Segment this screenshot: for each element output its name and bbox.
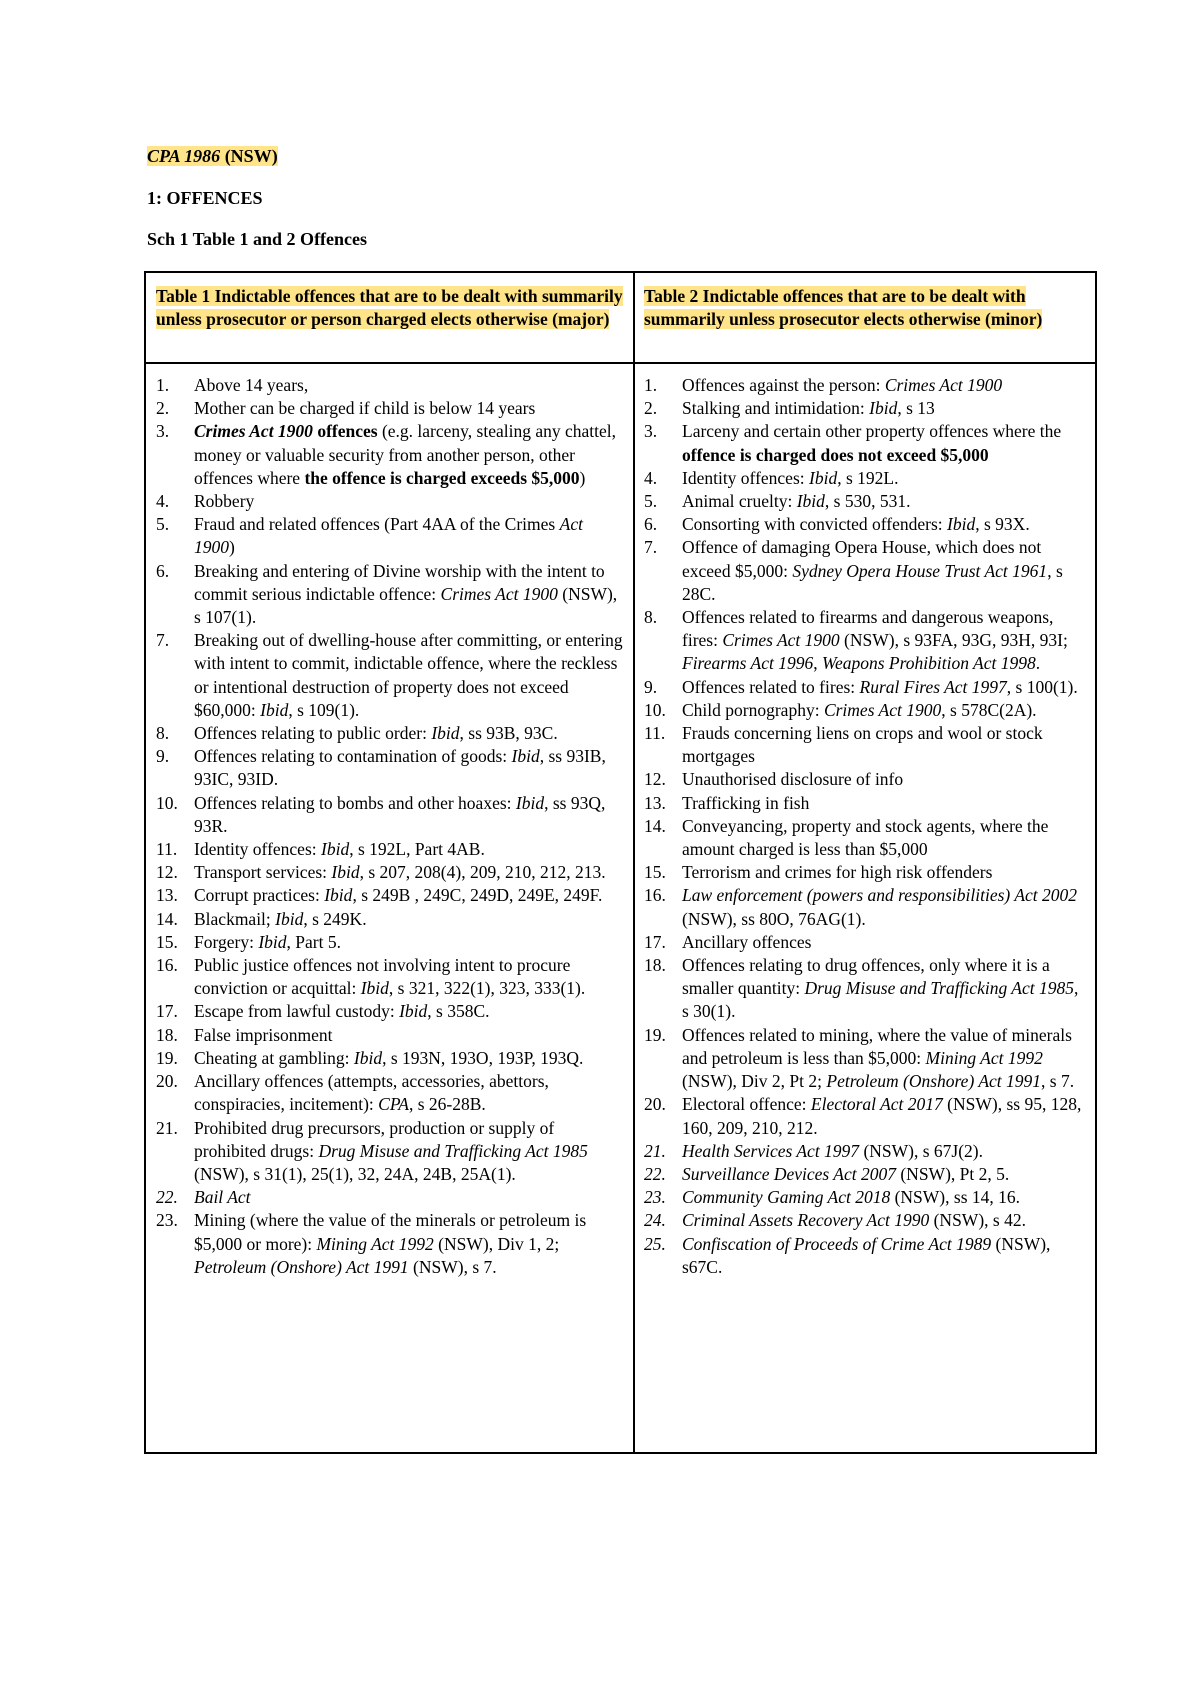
- list-item: [644, 467, 1084, 490]
- item-number: 5.: [156, 514, 170, 535]
- item-text: Weapons Prohibition Act 1998: [822, 653, 1036, 674]
- item-text: (NSW), Div 1, 2;: [433, 1233, 560, 1254]
- item-text: Escape from lawful custody:: [194, 1001, 400, 1022]
- list-item: [644, 1186, 1084, 1209]
- item-number: 11.: [644, 723, 666, 744]
- list-item: [156, 1117, 626, 1187]
- item-text: , s 30(1).: [682, 978, 1079, 1022]
- item-text: Petroleum (Onshore) Act 1991: [826, 1071, 1042, 1092]
- item-text: Drug Misuse and Trafficking Act 1985: [804, 978, 1074, 999]
- list-item: [156, 1024, 626, 1047]
- item-text: Ibid: [399, 1001, 428, 1022]
- item-number: 22.: [156, 1187, 178, 1208]
- item-text: Frauds concerning liens on crops and wool or stock mortgages: [682, 723, 1043, 767]
- item-text: Sydney Opera House Trust Act 1961: [792, 560, 1048, 581]
- item-text: Above 14 years,: [194, 375, 309, 395]
- item-text: Consorting with convicted offenders:: [682, 514, 948, 535]
- item-number: 10.: [644, 699, 666, 720]
- item-number: 1.: [156, 375, 170, 395]
- item-text: Conveyancing, property and stock agents, where the amount charged is less than $5,000: [682, 815, 1049, 860]
- subsection-heading: Sch 1 Table 1 and 2 Offences: [147, 229, 368, 249]
- list-item: [644, 1163, 1084, 1186]
- list-item: [156, 722, 626, 745]
- item-text: Crimes Act 1900: [823, 699, 942, 720]
- item-text: Corrupt practices:: [194, 885, 325, 906]
- list-item: [644, 931, 1084, 954]
- table2-header: [644, 285, 1084, 331]
- item-text: , s 13: [897, 398, 935, 419]
- item-text: Drug Misuse and Trafficking Act 1985: [318, 1140, 588, 1161]
- item-number: 16.: [644, 885, 666, 906]
- item-text: , s 249B , 249C, 249D, 249E, 249F.: [352, 885, 603, 906]
- item-number: 18.: [644, 955, 666, 976]
- item-text: , s 7.: [1041, 1071, 1075, 1092]
- item-text: Ibid: [353, 1047, 383, 1068]
- item-number: 4.: [644, 467, 658, 488]
- list-item: [156, 490, 626, 513]
- item-text: Petroleum (Onshore) Act 1991: [194, 1256, 409, 1277]
- item-number: 3.: [156, 421, 170, 442]
- item-number: 24.: [644, 1210, 666, 1231]
- item-text: (NSW), s 42.: [929, 1210, 1026, 1231]
- table1-header: [156, 285, 626, 331]
- item-text: Mining Act 1992: [316, 1233, 434, 1254]
- item-number: 9.: [644, 676, 658, 697]
- item-text: Mother can be charged if child is below 14 years: [194, 398, 536, 419]
- item-text: offences: [312, 421, 378, 442]
- item-text: Offences related to firearms and dangerous weapons, fires:: [682, 607, 1054, 651]
- list-item: [644, 606, 1084, 676]
- item-number: 11.: [156, 839, 178, 860]
- item-text: Crimes Act 1900: [440, 583, 558, 604]
- item-text: , ss 93IB, 93IC, 93ID.: [194, 746, 606, 790]
- item-text: Health Services Act 1997: [682, 1140, 860, 1161]
- list-item: [644, 699, 1084, 722]
- item-text: Ibid: [431, 723, 460, 744]
- item-text: Electoral Act 2017: [810, 1094, 943, 1115]
- item-number: 9.: [156, 746, 170, 767]
- list-item: [156, 931, 626, 954]
- item-text: (NSW), s 31(1), 25(1), 32, 24A, 24B, 25A(1).: [194, 1163, 516, 1184]
- list-item: [644, 792, 1084, 815]
- list-item: [644, 536, 1084, 606]
- item-text: CPA: [378, 1094, 409, 1115]
- item-text: False imprisonment: [194, 1024, 333, 1045]
- item-text: Prohibited drug precursors, production or supply of prohibited drugs:: [194, 1117, 555, 1161]
- table2-header-text: Table 2 Indictable offences that are to be dealt with summarily unless prosecutor elects otherwise (minor): [644, 286, 1043, 329]
- item-text: offence is charged does not exceed $5,000: [682, 444, 989, 465]
- item-number: 12.: [644, 769, 666, 790]
- item-text: Offences relating to drug offences, only where it is a smaller quantity:: [682, 955, 1050, 999]
- item-number: 2.: [156, 398, 170, 419]
- item-number: 25.: [644, 1233, 666, 1254]
- item-number: 17.: [156, 1001, 178, 1022]
- act-name: CPA 1986: [147, 146, 221, 166]
- item-text: , ss 93B, 93C.: [459, 723, 558, 744]
- item-number: 19.: [644, 1024, 666, 1045]
- item-text: Ibid: [260, 699, 289, 720]
- item-text: Crimes Act 1900: [722, 630, 840, 651]
- item-number: 2.: [644, 398, 658, 419]
- item-text: Ibid: [511, 746, 540, 767]
- list-item: [156, 560, 626, 630]
- list-item: [644, 513, 1084, 536]
- list-item: [644, 1140, 1084, 1163]
- item-text: Crimes Act 1900: [194, 421, 313, 442]
- item-text: Ancillary offences: [682, 931, 812, 952]
- item-text: ): [229, 537, 235, 558]
- item-number: 21.: [156, 1117, 178, 1138]
- list-item: [644, 1233, 1084, 1279]
- item-text: Animal cruelty:: [682, 491, 797, 512]
- item-text: , s 28C.: [682, 560, 1063, 604]
- item-text: (NSW), s 67J(2).: [859, 1140, 984, 1161]
- item-number: 14.: [156, 908, 178, 929]
- list-item: [156, 629, 626, 722]
- list-item: [644, 1024, 1084, 1094]
- list-item: [156, 1186, 626, 1209]
- item-text: , s 321, 322(1), 323, 333(1).: [388, 978, 586, 999]
- item-number: 14.: [644, 815, 666, 836]
- item-text: Offence of damaging Opera House, which does not exceed $5,000:: [682, 537, 1042, 581]
- table2-list: [644, 374, 1084, 1279]
- item-text: Larceny and certain other property offences where the: [682, 421, 1062, 442]
- list-item: [156, 745, 626, 791]
- item-text: (NSW), s67C.: [682, 1233, 1051, 1277]
- offences-table: [144, 271, 1097, 1454]
- item-text: , s 192L, Part 4AB.: [349, 839, 485, 860]
- item-number: 21.: [644, 1140, 666, 1161]
- item-text: Child pornography:: [682, 699, 824, 720]
- document-title: [147, 146, 278, 167]
- item-text: (NSW), ss 14, 16.: [890, 1187, 1021, 1208]
- list-item: [156, 838, 626, 861]
- list-item: [644, 768, 1084, 791]
- list-item: [644, 1209, 1084, 1232]
- item-number: 16.: [156, 955, 178, 976]
- item-text: Community Gaming Act 2018: [682, 1187, 891, 1208]
- list-item: [156, 1000, 626, 1023]
- item-text: Unauthorised disclosure of info: [682, 769, 904, 790]
- item-text: Offences relating to contamination of goods:: [194, 746, 512, 767]
- item-text: Ibid: [809, 467, 838, 488]
- item-text: Transport services:: [194, 862, 332, 883]
- item-number: 13.: [644, 792, 666, 813]
- item-number: 7.: [644, 537, 658, 558]
- item-number: 5.: [644, 491, 658, 512]
- item-text: Terrorism and crimes for high risk offenders: [682, 862, 993, 883]
- item-number: 15.: [156, 931, 178, 952]
- list-item: [644, 954, 1084, 1024]
- header-divider: [146, 362, 1095, 364]
- list-item: [156, 884, 626, 907]
- item-number: 20.: [644, 1094, 666, 1115]
- item-text: Ibid: [258, 931, 287, 952]
- list-item: [644, 374, 1084, 397]
- item-number: 19.: [156, 1047, 178, 1068]
- item-text: , Part 5.: [286, 931, 341, 952]
- item-text: (e.g. larceny, stealing any chattel, money or valuable security from another person, other offences where: [194, 421, 616, 488]
- item-text: Surveillance Devices Act 2007: [682, 1163, 896, 1184]
- list-item: [644, 397, 1084, 420]
- item-text: Act 1900: [194, 514, 583, 558]
- jurisdiction: (NSW): [220, 146, 278, 166]
- item-text: Law enforcement (powers and responsibilities) Act 2002: [682, 885, 1078, 906]
- item-number: 18.: [156, 1024, 178, 1045]
- list-item: [644, 420, 1084, 466]
- list-item: [644, 1093, 1084, 1139]
- item-text: , s 358C.: [427, 1001, 490, 1022]
- list-item: [644, 490, 1084, 513]
- item-text: Breaking out of dwelling-house after committing, or entering with intent to commit, indictable offence, where the reckless or intentional destruction of property does not exceed $60,000:: [194, 630, 623, 720]
- item-text: , s 578C(2A).: [941, 699, 1037, 720]
- item-number: 8.: [156, 723, 170, 744]
- item-number: 3.: [644, 421, 658, 442]
- item-text: , s 93X.: [975, 514, 1030, 535]
- table1-column: [156, 374, 626, 1279]
- item-text: Ibid: [869, 398, 898, 419]
- item-text: Electoral offence:: [682, 1094, 811, 1115]
- list-item: [156, 420, 626, 490]
- table2-column: [644, 374, 1084, 1279]
- list-item: [644, 722, 1084, 768]
- item-text: Offences against the person:: [682, 375, 885, 395]
- table1-header-text: Table 1 Indictable offences that are to be dealt with summarily unless prosecutor or person charged elects otherwise (major): [156, 286, 623, 329]
- item-number: 6.: [156, 560, 170, 581]
- item-text: ): [579, 467, 586, 488]
- item-number: 20.: [156, 1071, 178, 1092]
- item-text: Ancillary offences (attempts, accessories, abettors, conspiracies, incitement):: [194, 1071, 549, 1115]
- item-text: Ibid: [515, 792, 545, 813]
- item-text: Rural Fires Act 1997: [859, 676, 1007, 697]
- item-text: (NSW), ss 80O, 76AG(1).: [682, 908, 866, 929]
- item-number: 23.: [644, 1187, 666, 1208]
- item-text: Offences related to fires:: [682, 676, 860, 697]
- item-number: 1.: [644, 375, 658, 395]
- item-number: 17.: [644, 931, 666, 952]
- list-item: [156, 1070, 626, 1116]
- item-text: , s 530, 531.: [824, 491, 911, 512]
- item-text: Mining (where the value of the minerals or petroleum is $5,000 or more):: [194, 1210, 587, 1254]
- list-item: [156, 1209, 626, 1279]
- item-text: Confiscation of Proceeds of Crime Act 1989: [682, 1233, 992, 1254]
- item-text: Trafficking in fish: [682, 792, 810, 813]
- item-text: Ibid: [947, 514, 976, 535]
- list-item: [156, 1047, 626, 1070]
- item-number: 12.: [156, 862, 178, 883]
- item-text: , s 109(1).: [288, 699, 360, 720]
- item-text: , s 192L.: [837, 467, 899, 488]
- item-text: Crimes Act 1900: [884, 375, 1003, 395]
- item-text: , s 100(1).: [1006, 676, 1078, 697]
- list-item: [644, 884, 1084, 930]
- item-text: (NSW), s 7.: [408, 1256, 497, 1277]
- item-text: , s 26-28B.: [408, 1094, 486, 1115]
- item-text: Ibid: [324, 885, 353, 906]
- item-text: (NSW), ss 95, 128, 160, 209, 210, 212.: [682, 1094, 1082, 1138]
- item-text: Offences relating to bombs and other hoaxes:: [194, 792, 516, 813]
- section-heading: 1: OFFENCES: [147, 188, 263, 208]
- item-text: Offences relating to public order:: [194, 723, 432, 744]
- item-text: Forgery:: [194, 931, 259, 952]
- list-item: [156, 397, 626, 420]
- item-text: , s 249K.: [303, 908, 367, 929]
- item-text: Blackmail;: [194, 908, 276, 929]
- list-item: [156, 374, 626, 397]
- list-item: [156, 513, 626, 559]
- item-number: 6.: [644, 514, 658, 535]
- item-text: ,: [813, 653, 822, 674]
- item-text: .: [1035, 653, 1041, 674]
- item-number: 13.: [156, 885, 178, 906]
- list-item: [156, 792, 626, 838]
- item-number: 4.: [156, 491, 170, 512]
- item-text: (NSW), Pt 2, 5.: [895, 1163, 1010, 1184]
- item-text: (NSW), s 93FA, 93G, 93H, 93I;: [839, 630, 1068, 651]
- item-text: Stalking and intimidation:: [682, 398, 870, 419]
- list-item: [644, 815, 1084, 861]
- column-divider: [633, 273, 635, 1452]
- list-item: [156, 954, 626, 1000]
- item-number: 8.: [644, 607, 658, 628]
- list-item: [156, 861, 626, 884]
- item-number: 22.: [644, 1163, 666, 1184]
- item-text: Ibid: [796, 491, 825, 512]
- item-text: Identity offences:: [682, 467, 809, 488]
- list-item: [644, 676, 1084, 699]
- list-item: [644, 861, 1084, 884]
- item-text: Public justice offences not involving intent to procure conviction or acquittal:: [194, 955, 571, 999]
- item-number: 7.: [156, 630, 170, 651]
- item-text: Breaking and entering of Divine worship with the intent to commit serious indictable offence:: [194, 560, 605, 604]
- item-text: (NSW), Div 2, Pt 2;: [682, 1071, 827, 1092]
- item-number: 10.: [156, 792, 178, 813]
- table1-list: [156, 374, 626, 1279]
- item-text: Offences related to mining, where the value of minerals and petroleum is less than $5,000:: [682, 1024, 1072, 1068]
- item-number: 23.: [156, 1210, 178, 1231]
- item-text: Identity offences:: [194, 839, 321, 860]
- item-text: Firearms Act 1996: [682, 653, 814, 674]
- item-number: 15.: [644, 862, 666, 883]
- item-text: Fraud and related offences (Part 4AA of the Crimes: [194, 514, 560, 535]
- item-text: Ibid: [331, 862, 360, 883]
- item-text: (NSW), s 107(1).: [194, 583, 618, 628]
- item-text: Ibid: [275, 908, 304, 929]
- item-text: Criminal Assets Recovery Act 1990: [682, 1210, 930, 1231]
- item-text: , s 207, 208(4), 209, 210, 212, 213.: [359, 862, 606, 883]
- item-text: , s 193N, 193O, 193P, 193Q.: [382, 1047, 584, 1068]
- item-text: Ibid: [321, 839, 350, 860]
- item-text: Cheating at gambling:: [194, 1047, 354, 1068]
- item-text: the offence is charged exceeds $5,000: [304, 467, 580, 488]
- item-text: Robbery: [194, 491, 255, 512]
- item-text: Ibid: [360, 978, 389, 999]
- item-text: , ss 93Q, 93R.: [194, 792, 606, 836]
- item-text: Mining Act 1992: [925, 1047, 1043, 1068]
- list-item: [156, 908, 626, 931]
- item-text: Bail Act: [194, 1187, 251, 1208]
